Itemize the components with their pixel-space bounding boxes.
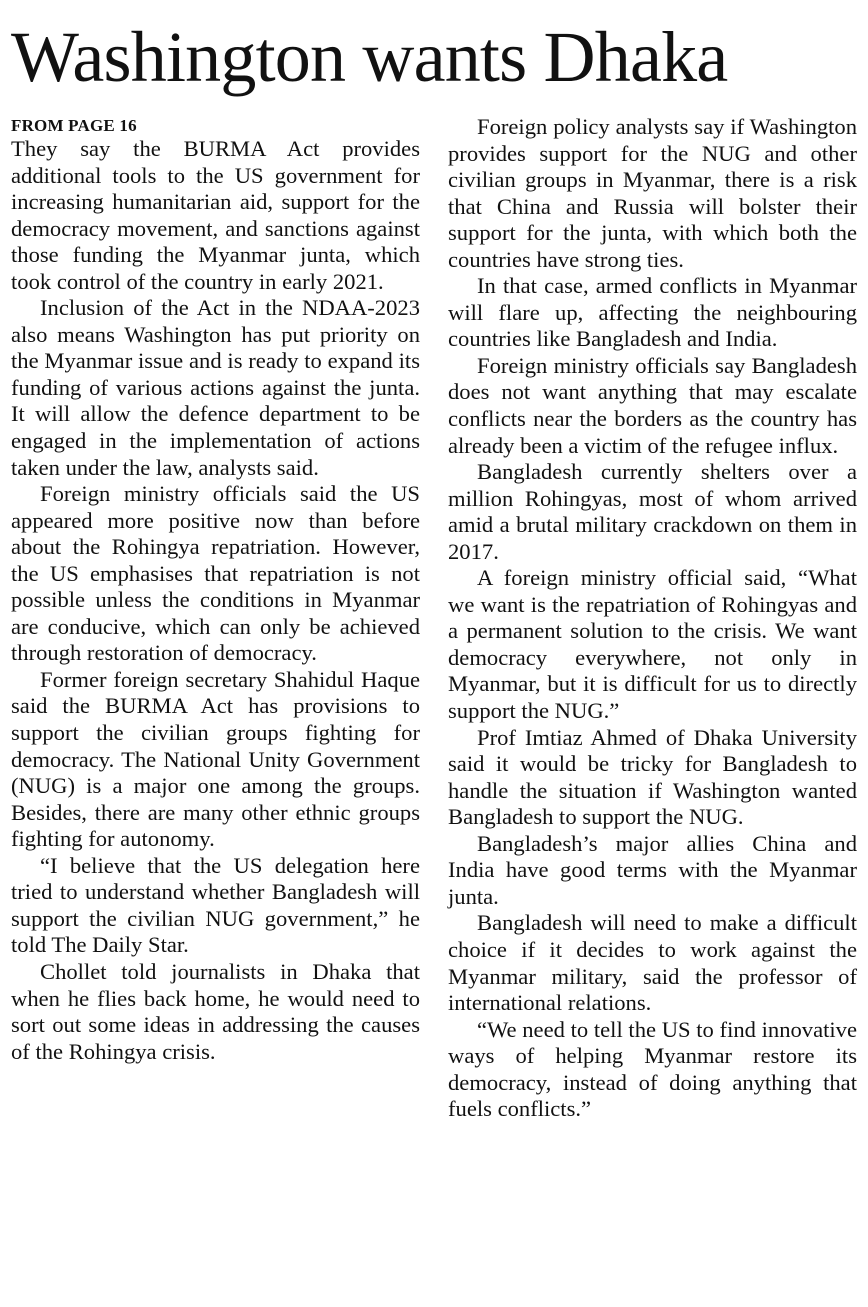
article-paragraph: Bangladesh currently shelters over a million Rohingyas, most of whom arrived amid a brutal military crackdown on them in 2017.	[448, 459, 857, 564]
article-paragraph: Bangladesh’s major allies China and India have good terms with the Myanmar junta.	[448, 830, 857, 909]
headline: Washington wants Dhaka	[11, 17, 728, 97]
article-paragraph: Foreign ministry officials say Bangladesh does not want anything that may escalate conflicts near the borders as the country has already been a victim of the refugee influx.	[448, 352, 857, 458]
article-column-left	[11, 114, 420, 1065]
article-paragraph: Foreign policy analysts say if Washington provides support for the NUG and other civilian groups in Myanmar, there is a risk that China and Russia will bolster their support for the junta, with which both the countries have strong ties.	[448, 114, 857, 272]
continuation-dateline: FROM PAGE 16	[11, 116, 137, 135]
article-paragraph: In that case, armed conflicts in Myanmar will flare up, affecting the neighbouring countries like Bangladesh and India.	[448, 273, 857, 352]
article-paragraph: Chollet told journalists in Dhaka that when he flies back home, he would need to sort out some ideas in addressing the causes of the Rohingya crisis.	[11, 958, 420, 1064]
article-paragraph: They say the BURMA Act provides additional tools to the US government for increasing humanitarian aid, support for the democracy movement, and sanctions against those funding the Myanmar junta, which took control of the country in early 2021.	[11, 136, 420, 294]
article-paragraph: A foreign ministry official said, “What we want is the repatriation of Rohingyas and a permanent solution to the crisis. We want democracy everywhere, not only in Myanmar, but it is difficult for us to directly support the NUG.”	[448, 565, 857, 724]
article-paragraph: “We need to tell the US to find innovative ways of helping Myanmar restore its democracy, instead of doing anything that fuels conflicts.”	[448, 1016, 857, 1122]
article-paragraph: “I believe that the US delegation here tried to understand whether Bangladesh will support the civilian NUG government,” he told The Daily Star.	[11, 852, 420, 958]
article-paragraph: Former foreign secretary Shahidul Haque said the BURMA Act has provisions to support the civilian groups fighting for democracy. The National Unity Government (NUG) is a major one among the groups. Besides, there are many other ethnic groups fighting for autonomy.	[11, 666, 420, 852]
article-column-right	[448, 114, 857, 1123]
article-paragraph: Prof Imtiaz Ahmed of Dhaka University said it would be tricky for Bangladesh to handle the situation if Washington wanted Bangladesh to support the NUG.	[448, 724, 857, 830]
article-paragraph: Bangladesh will need to make a difficult choice if it decides to work against the Myanmar military, said the professor of international relations.	[448, 910, 857, 1016]
article-paragraph: Inclusion of the Act in the NDAA-2023 also means Washington has put priority on the Myanmar issue and is ready to expand its funding of various actions against the junta. It will allow the defence department to be engaged in the implementation of actions taken under the law, analysts said.	[11, 295, 420, 480]
article-paragraph: Foreign ministry officials said the US appeared more positive now than before about the Rohingya repatriation. However, the US emphasises that repatriation is not possible unless the conditions in Myanmar are conducive, which can only be achieved through restoration of democracy.	[11, 481, 420, 666]
